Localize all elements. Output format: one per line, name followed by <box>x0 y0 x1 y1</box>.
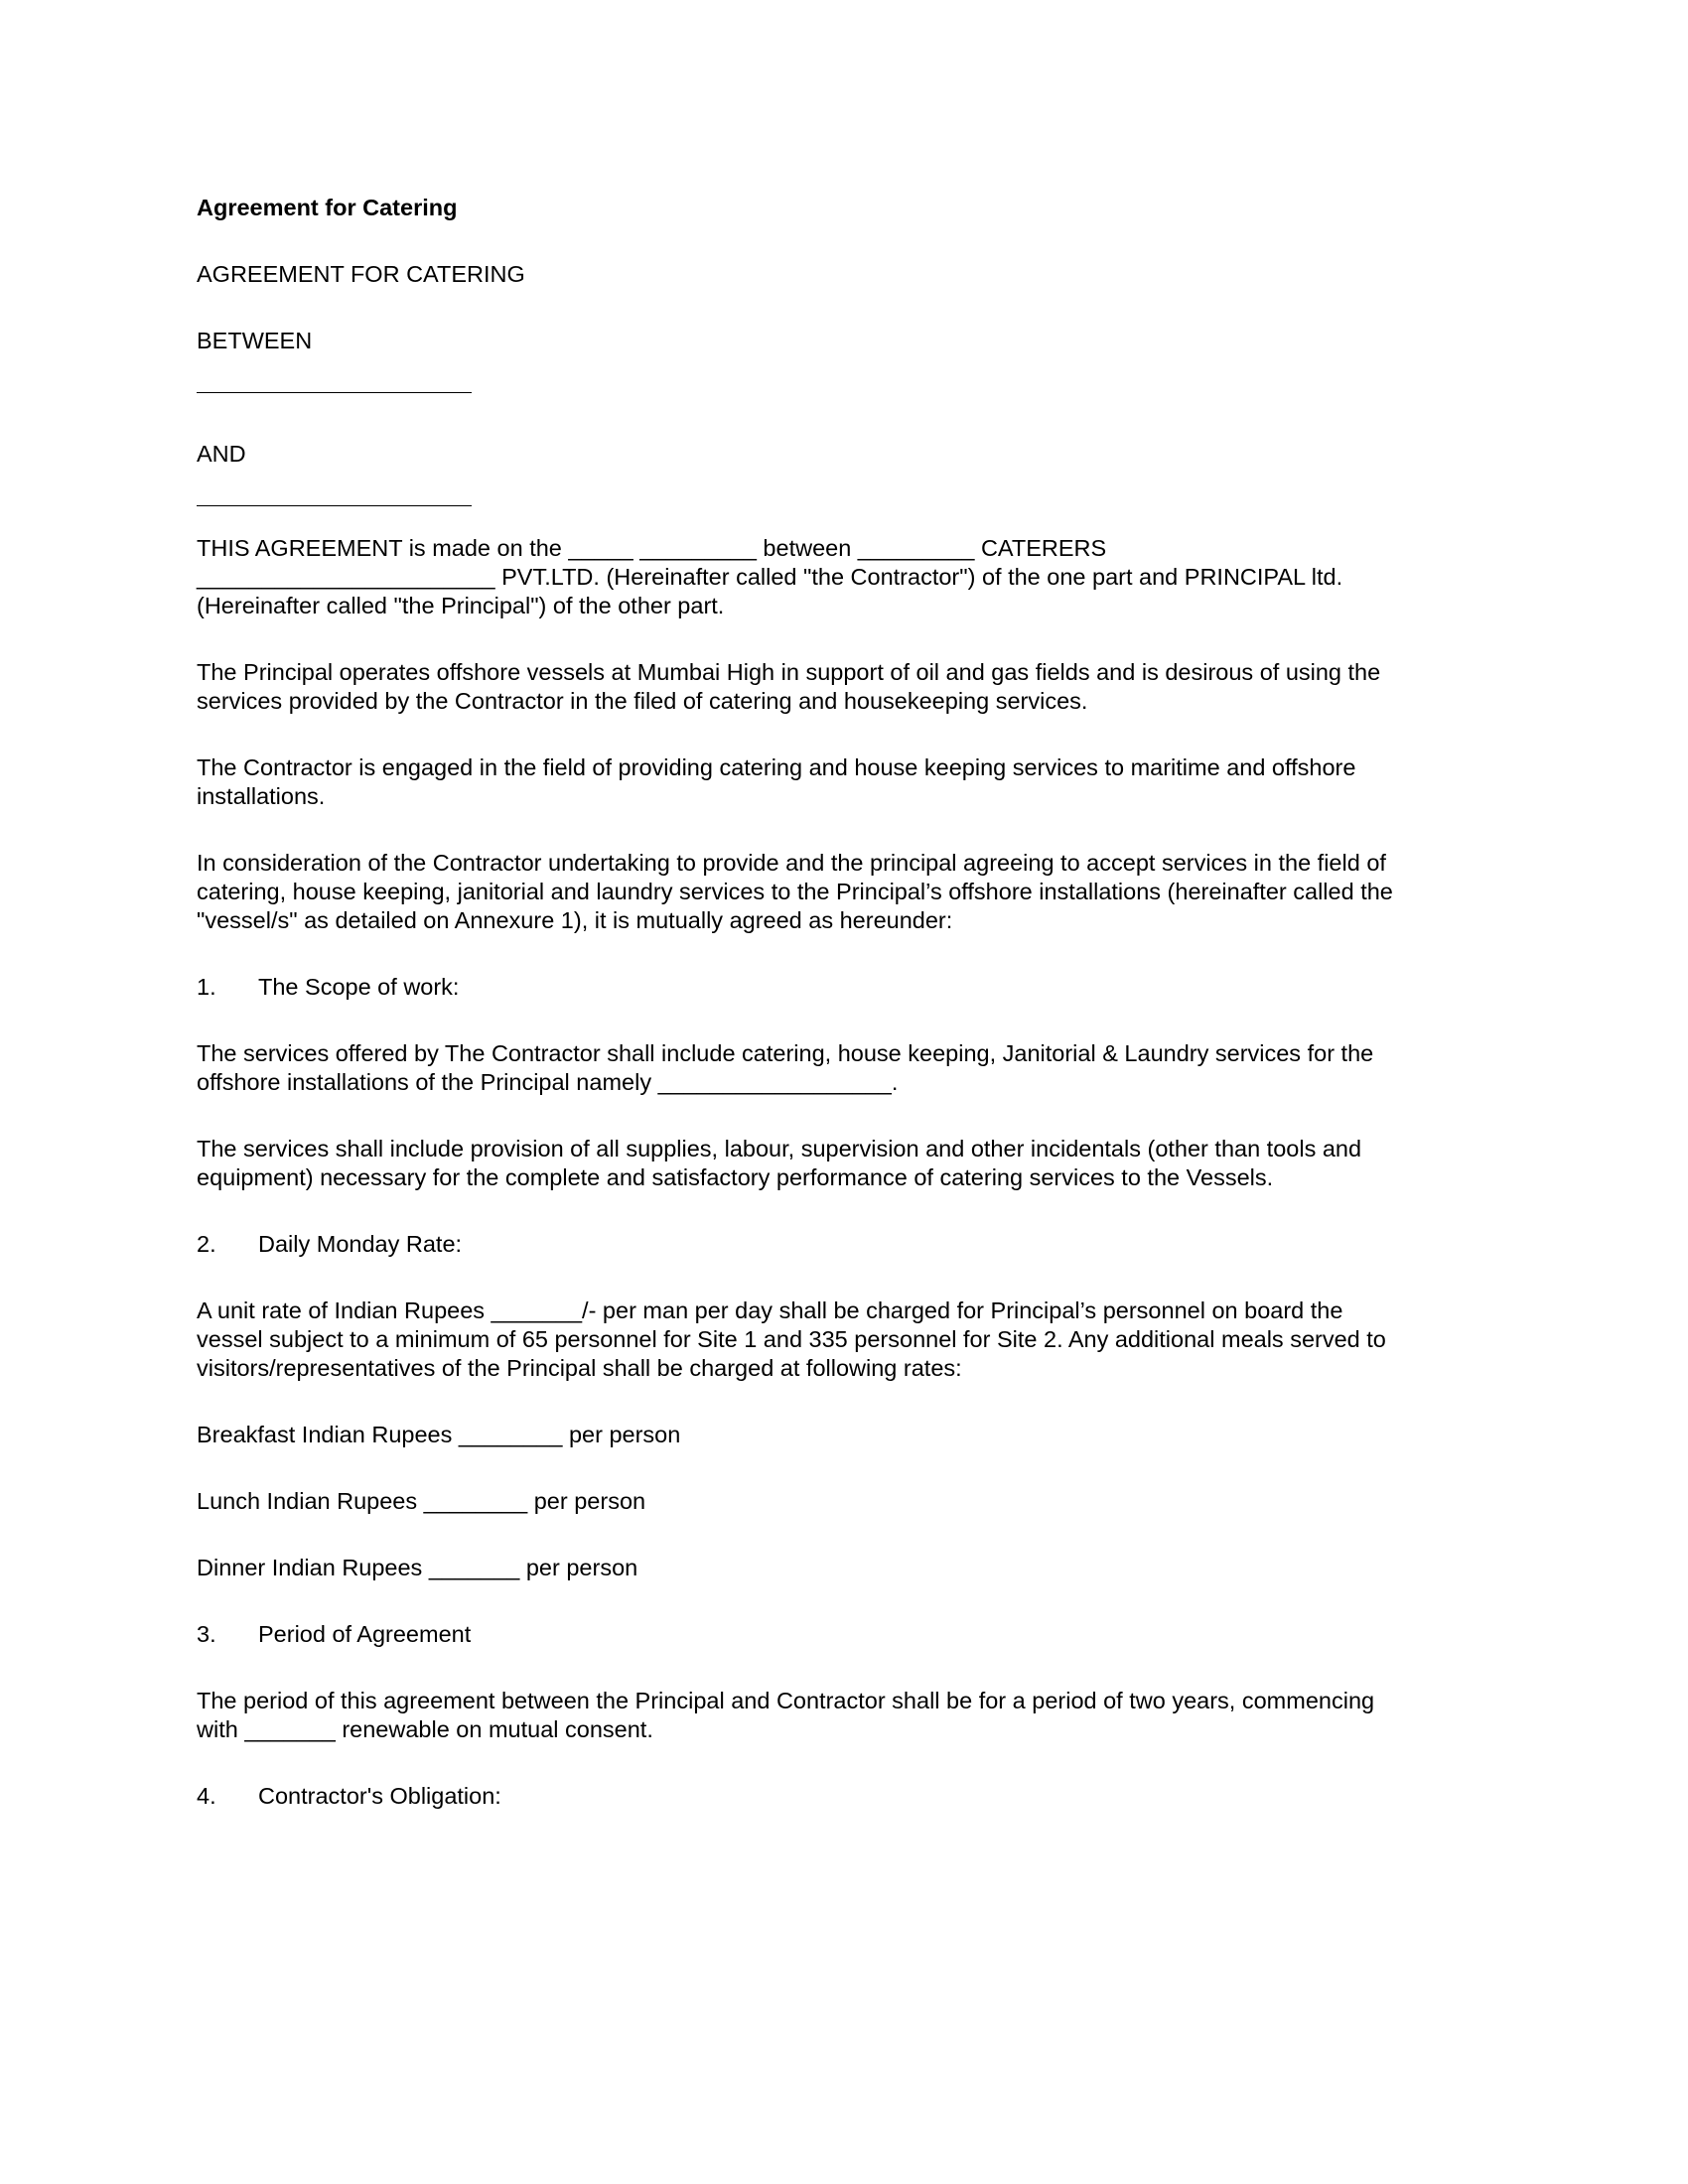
recital-principal <box>197 658 1487 716</box>
recital-contractor-line-1: The Contractor is engaged in the field of providing catering and house keeping services to maritime and offshore <box>197 754 1356 780</box>
dinner-rate: Dinner Indian Rupees _______ per person <box>197 1555 638 1580</box>
scope-paragraph-2 <box>197 1135 1487 1192</box>
recital-consideration-line-2: catering, house keeping, janitorial and laundry services to the Principal’s offshore installations (hereinafter called the <box>197 879 1393 904</box>
recital-consideration <box>197 849 1487 935</box>
recital-principal-line-2: services provided by the Contractor in the filed of catering and housekeeping services. <box>197 688 1088 714</box>
section-title: Contractor's Obligation: <box>258 1783 501 1809</box>
section-title: The Scope of work: <box>258 974 460 1000</box>
scope-p2-line-2: equipment) necessary for the complete and satisfactory performance of catering services to the Vessels. <box>197 1164 1274 1190</box>
recital-consideration-line-3: "vessel/s" as detailed on Annexure 1), it is mutually agreed as hereunder: <box>197 907 953 933</box>
period-line-1: The period of this agreement between the Principal and Contractor shall be for a period of two years, commencing <box>197 1688 1375 1713</box>
scope-p2-line-1: The services shall include provision of all supplies, labour, supervision and other incidentals (other than tools and <box>197 1136 1362 1161</box>
section-heading-period <box>197 1620 1487 1649</box>
intro-line-1: THIS AGREEMENT is made on the _____ _________ between _________ CATERERS <box>197 535 1107 561</box>
and-label: AND <box>197 441 246 467</box>
rate-line-1: A unit rate of Indian Rupees _______/- per man per day shall be charged for Principal’s personnel on board the <box>197 1297 1343 1323</box>
rate-paragraph <box>197 1297 1487 1383</box>
party-one-blank <box>197 364 472 393</box>
period-paragraph <box>197 1687 1487 1744</box>
document-heading: Agreement for Catering <box>197 195 458 220</box>
section-heading-rate <box>197 1230 1487 1259</box>
recital-contractor <box>197 753 1487 811</box>
section-heading-obligation <box>197 1782 1487 1811</box>
document-title-caps: AGREEMENT FOR CATERING <box>197 261 525 287</box>
section-heading-scope <box>197 973 1487 1002</box>
section-number: 3. <box>197 1621 216 1647</box>
intro-line-3: (Hereinafter called "the Principal") of the other part. <box>197 593 725 618</box>
rate-line-3: visitors/representatives of the Principal shall be charged at following rates: <box>197 1355 962 1381</box>
scope-paragraph-1 <box>197 1039 1487 1097</box>
period-line-2: with _______ renewable on mutual consent. <box>197 1716 653 1742</box>
recital-contractor-line-2: installations. <box>197 783 326 809</box>
lunch-rate: Lunch Indian Rupees ________ per person <box>197 1488 646 1514</box>
rate-line-2: vessel subject to a minimum of 65 personnel for Site 1 and 335 personnel for Site 2. Any additional meals served to <box>197 1326 1386 1352</box>
intro-line-2: _______________________ PVT.LTD. (Hereinafter called "the Contractor") of the one part and PRINCIPAL ltd. <box>197 564 1343 590</box>
intro-paragraph <box>197 534 1487 620</box>
document-page <box>197 194 1487 1848</box>
scope-p1-line-1: The services offered by The Contractor shall include catering, house keeping, Janitorial & Laundry services for the <box>197 1040 1374 1066</box>
section-number: 4. <box>197 1783 216 1809</box>
party-two-blank <box>197 478 472 506</box>
section-number: 2. <box>197 1231 216 1257</box>
scope-p1-line-2: offshore installations of the Principal namely __________________. <box>197 1069 899 1095</box>
section-title: Daily Monday Rate: <box>258 1231 463 1257</box>
section-title: Period of Agreement <box>258 1621 472 1647</box>
breakfast-rate: Breakfast Indian Rupees ________ per person <box>197 1422 681 1447</box>
recital-principal-line-1: The Principal operates offshore vessels at Mumbai High in support of oil and gas fields and is desirous of using the <box>197 659 1381 685</box>
between-label: BETWEEN <box>197 328 313 353</box>
recital-consideration-line-1: In consideration of the Contractor undertaking to provide and the principal agreeing to accept services in the field of <box>197 850 1386 876</box>
section-number: 1. <box>197 974 216 1000</box>
